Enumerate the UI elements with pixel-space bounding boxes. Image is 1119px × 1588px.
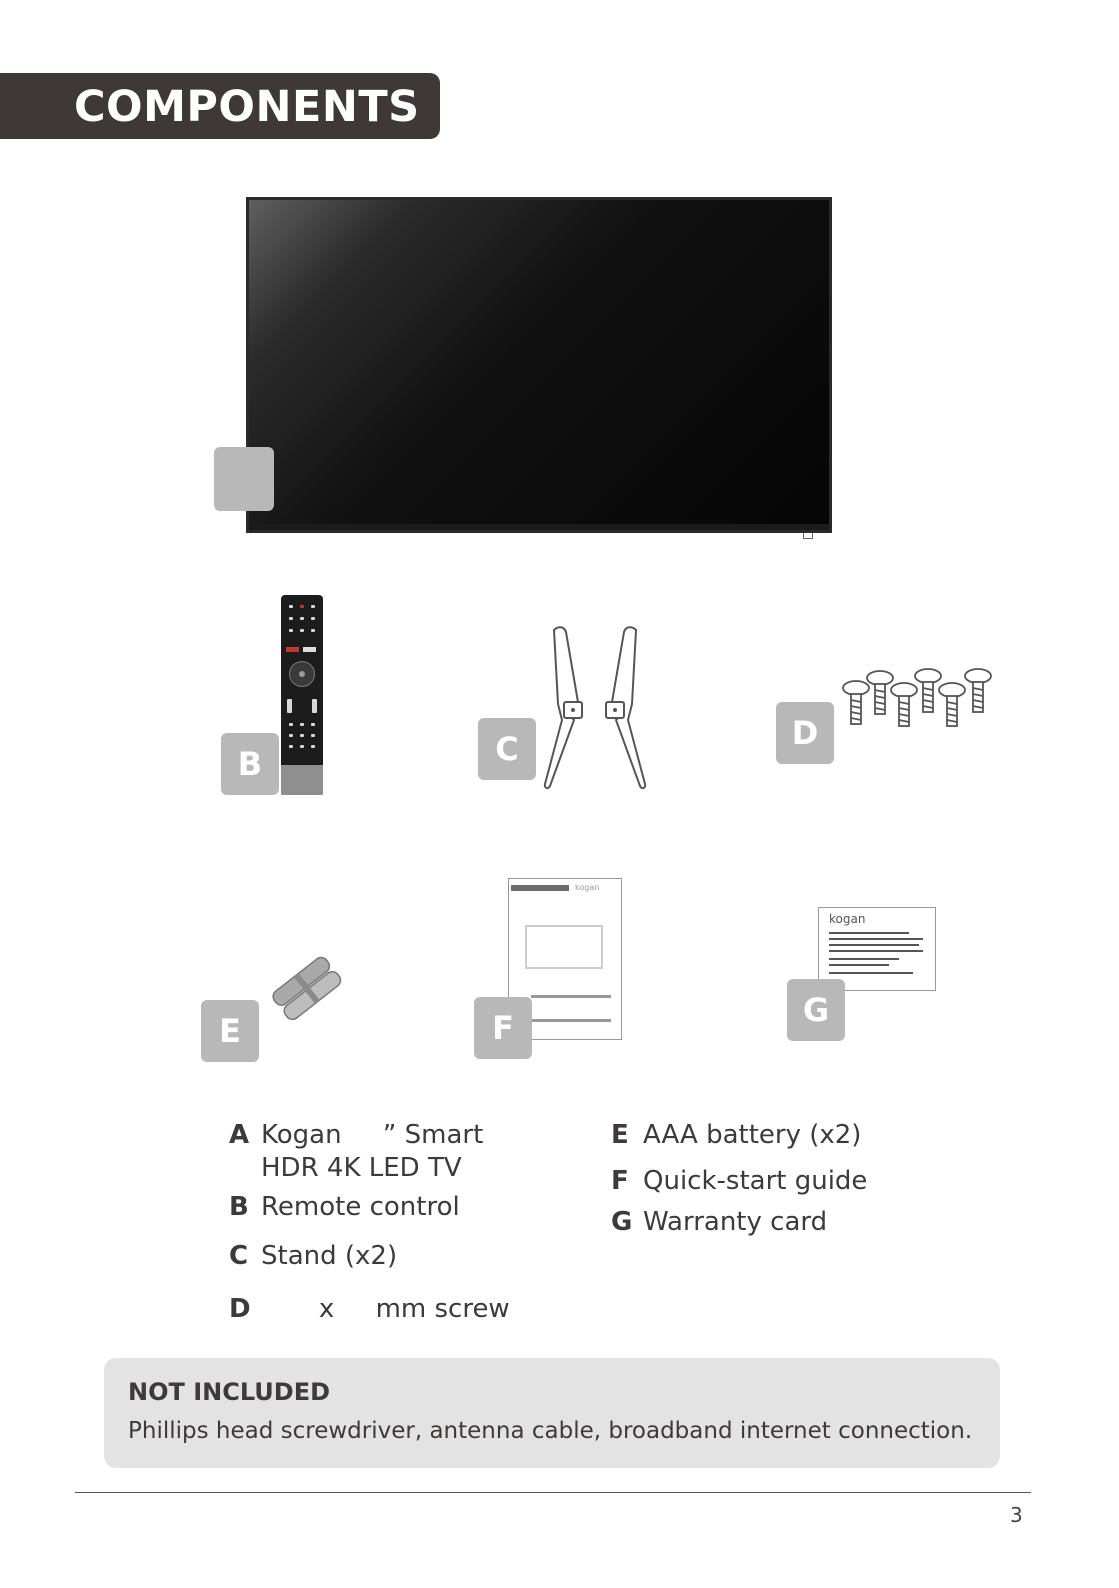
legend-item-a bbox=[229, 1119, 483, 1185]
legend-text: Stand (x2) bbox=[261, 1241, 398, 1271]
legend-key: A bbox=[229, 1120, 250, 1150]
footer-divider bbox=[75, 1492, 1031, 1493]
not-included-box bbox=[104, 1358, 1000, 1468]
remote-button bbox=[289, 723, 293, 726]
stand-illustration bbox=[540, 624, 650, 790]
guide-brand: kogan bbox=[575, 883, 600, 892]
remote-button bbox=[289, 629, 293, 632]
remote-dpad bbox=[289, 661, 315, 687]
tv-indicator bbox=[803, 533, 813, 539]
badge-g: G bbox=[787, 979, 845, 1041]
legend-key: D bbox=[229, 1294, 251, 1324]
legend-text: Quick-start guide bbox=[643, 1166, 868, 1196]
batteries-illustration bbox=[266, 952, 352, 1024]
remote-button bbox=[300, 734, 304, 737]
legend-item-f bbox=[611, 1165, 867, 1198]
guide-tv-picture bbox=[525, 925, 603, 969]
card-text-line bbox=[829, 944, 919, 946]
tv-bezel-bottom bbox=[249, 524, 829, 530]
page-number: 3 bbox=[1010, 1503, 1023, 1527]
not-included-text: Phillips head screwdriver, antenna cable, broadband internet connection. bbox=[128, 1418, 973, 1444]
screws-illustration bbox=[840, 660, 1000, 732]
legend-text: Warranty card bbox=[643, 1207, 828, 1237]
remote-app-button bbox=[303, 647, 316, 652]
card-text-line bbox=[829, 964, 889, 966]
guide-text-line bbox=[531, 995, 611, 998]
remote-button bbox=[311, 629, 315, 632]
remote-button bbox=[300, 605, 304, 608]
legend-key: G bbox=[611, 1207, 633, 1237]
card-text-line bbox=[829, 958, 899, 960]
remote-button bbox=[311, 734, 315, 737]
remote-illustration bbox=[281, 595, 323, 795]
legend-text: Kogan ” Smart bbox=[261, 1120, 484, 1150]
legend-text-continued: HDR 4K LED TV bbox=[261, 1153, 462, 1183]
card-text-line bbox=[829, 972, 913, 974]
guide-header-bar bbox=[511, 885, 569, 891]
guide-text-line bbox=[531, 1019, 611, 1022]
remote-app-button bbox=[286, 647, 299, 652]
legend-key: E bbox=[611, 1120, 629, 1150]
remote-button bbox=[289, 745, 293, 748]
remote-button bbox=[300, 629, 304, 632]
not-included-title: NOT INCLUDED bbox=[128, 1378, 331, 1406]
card-text-line bbox=[829, 932, 909, 934]
legend-text: Remote control bbox=[261, 1192, 460, 1222]
badge-c: C bbox=[478, 718, 536, 780]
card-text-line bbox=[829, 938, 923, 940]
remote-button bbox=[287, 699, 292, 713]
remote-button bbox=[289, 605, 293, 608]
legend-key: B bbox=[229, 1192, 249, 1222]
remote-button bbox=[311, 745, 315, 748]
badge-a bbox=[214, 447, 274, 511]
remote-button bbox=[289, 734, 293, 737]
legend-key: F bbox=[611, 1166, 629, 1196]
remote-button bbox=[312, 699, 317, 713]
remote-button bbox=[300, 723, 304, 726]
remote-button bbox=[289, 617, 293, 620]
remote-button bbox=[311, 605, 315, 608]
remote-button bbox=[311, 617, 315, 620]
legend-item-g bbox=[611, 1206, 827, 1239]
legend-item-b bbox=[229, 1191, 460, 1224]
legend-text: x mm screw bbox=[261, 1294, 510, 1324]
card-text-line bbox=[829, 950, 923, 952]
legend-key: C bbox=[229, 1241, 249, 1271]
page-title: COMPONENTS bbox=[74, 82, 420, 132]
remote-tip bbox=[281, 765, 323, 795]
legend-item-e bbox=[611, 1119, 861, 1152]
badge-b: B bbox=[221, 733, 279, 795]
badge-f: F bbox=[474, 997, 532, 1059]
remote-button bbox=[311, 723, 315, 726]
legend-item-d bbox=[229, 1293, 510, 1326]
card-brand: kogan bbox=[829, 912, 866, 926]
legend-text: AAA battery (x2) bbox=[643, 1120, 862, 1150]
badge-e: E bbox=[201, 1000, 259, 1062]
remote-button bbox=[300, 617, 304, 620]
tv-illustration bbox=[246, 197, 832, 533]
badge-d: D bbox=[776, 702, 834, 764]
legend-item-c bbox=[229, 1240, 397, 1273]
remote-button bbox=[300, 745, 304, 748]
